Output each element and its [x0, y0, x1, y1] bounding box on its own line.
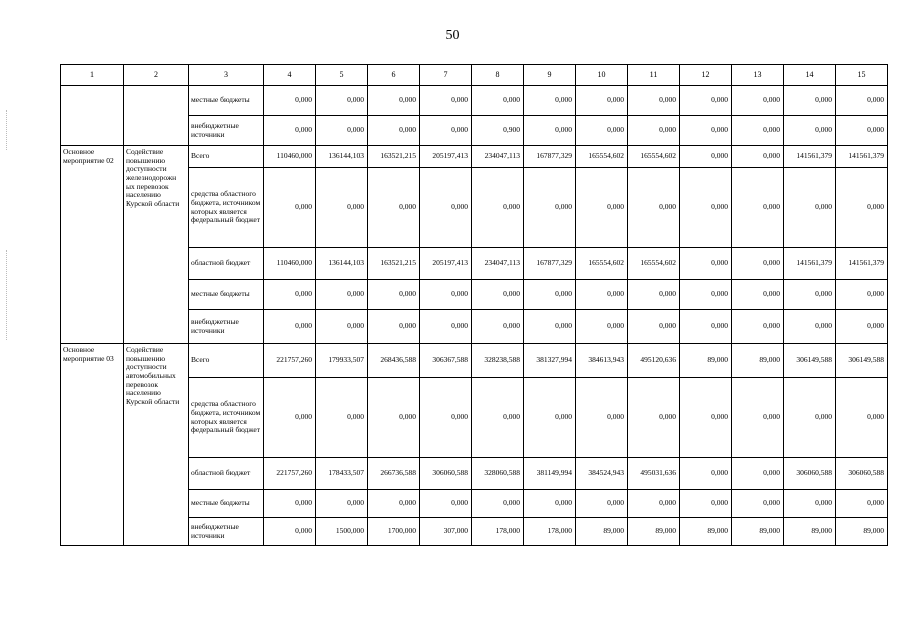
amount-cell: 0,000: [524, 378, 576, 458]
amount-cell: 0,000: [316, 280, 368, 310]
amount-cell: 0,000: [576, 280, 628, 310]
amount-cell: 0,000: [576, 310, 628, 344]
table-row: [61, 344, 888, 378]
amount-cell: 0,000: [420, 378, 472, 458]
amount-cell: 0,000: [784, 378, 836, 458]
amount-cell: 0,000: [316, 490, 368, 518]
amount-cell: 167877,329: [524, 146, 576, 168]
amount-cell: 0,000: [524, 116, 576, 146]
column-header: 2: [124, 65, 189, 86]
amount-cell: 0,000: [732, 280, 784, 310]
budget-table: [60, 64, 888, 546]
amount-cell: 0,000: [264, 378, 316, 458]
amount-cell: 306060,588: [784, 458, 836, 490]
amount-cell: 0,000: [732, 86, 784, 116]
amount-cell: 0,000: [472, 280, 524, 310]
amount-cell: 306367,588: [420, 344, 472, 378]
amount-cell: 0,000: [316, 168, 368, 248]
amount-cell: 0,000: [576, 86, 628, 116]
amount-cell: 0,000: [368, 378, 420, 458]
amount-cell: 384613,943: [576, 344, 628, 378]
amount-cell: 0,000: [576, 490, 628, 518]
amount-cell: 1500,000: [316, 518, 368, 546]
amount-cell: 234047,113: [472, 248, 524, 280]
amount-cell: 141561,379: [836, 248, 888, 280]
funding-source: Всего: [189, 344, 264, 378]
amount-cell: 0,000: [836, 310, 888, 344]
funding-source: Всего: [189, 146, 264, 168]
amount-cell: 0,000: [836, 86, 888, 116]
amount-cell: 0,000: [680, 146, 732, 168]
event-description: [124, 86, 189, 146]
amount-cell: 205197,413: [420, 248, 472, 280]
amount-cell: 0,000: [628, 86, 680, 116]
amount-cell: 178,000: [472, 518, 524, 546]
funding-source: внебюджетные источники: [189, 310, 264, 344]
amount-cell: 141561,379: [784, 146, 836, 168]
amount-cell: 0,000: [628, 280, 680, 310]
amount-cell: 0,000: [576, 378, 628, 458]
event-name: Основное мероприятие 03: [61, 344, 124, 546]
amount-cell: 0,000: [420, 280, 472, 310]
amount-cell: 0,000: [628, 116, 680, 146]
amount-cell: 0,000: [472, 168, 524, 248]
amount-cell: 178,000: [524, 518, 576, 546]
amount-cell: 0,000: [264, 86, 316, 116]
amount-cell: 234047,113: [472, 146, 524, 168]
amount-cell: 0,000: [784, 86, 836, 116]
amount-cell: 0,000: [576, 116, 628, 146]
amount-cell: 0,000: [524, 168, 576, 248]
amount-cell: 306149,588: [784, 344, 836, 378]
amount-cell: 110460,000: [264, 146, 316, 168]
amount-cell: 0,000: [680, 116, 732, 146]
amount-cell: 89,000: [836, 518, 888, 546]
funding-source: местные бюджеты: [189, 280, 264, 310]
funding-source: областной бюджет: [189, 248, 264, 280]
amount-cell: 165554,602: [628, 248, 680, 280]
amount-cell: 163521,215: [368, 248, 420, 280]
column-header: 3: [189, 65, 264, 86]
amount-cell: 205197,413: [420, 146, 472, 168]
amount-cell: 0,000: [420, 168, 472, 248]
amount-cell: 0,000: [420, 86, 472, 116]
amount-cell: 307,000: [420, 518, 472, 546]
amount-cell: 266736,588: [368, 458, 420, 490]
amount-cell: 0,000: [316, 378, 368, 458]
margin-mark: [6, 110, 9, 150]
event-name: [61, 86, 124, 146]
amount-cell: 328238,588: [472, 344, 524, 378]
amount-cell: 0,000: [836, 116, 888, 146]
amount-cell: 381327,994: [524, 344, 576, 378]
amount-cell: 0,000: [368, 168, 420, 248]
amount-cell: 141561,379: [836, 146, 888, 168]
column-header: 6: [368, 65, 420, 86]
amount-cell: 495120,636: [628, 344, 680, 378]
amount-cell: 0,000: [628, 168, 680, 248]
amount-cell: 0,000: [264, 490, 316, 518]
amount-cell: 221757,260: [264, 458, 316, 490]
column-header: 14: [784, 65, 836, 86]
funding-source: внебюджетные источники: [189, 116, 264, 146]
amount-cell: 0,000: [732, 146, 784, 168]
amount-cell: 1700,000: [368, 518, 420, 546]
funding-source: средства областного бюджета, источником которых является федеральный бюджет: [189, 168, 264, 248]
funding-source: средства областного бюджета, источником которых является федеральный бюджет: [189, 378, 264, 458]
amount-cell: 0,000: [264, 168, 316, 248]
amount-cell: 0,000: [680, 490, 732, 518]
column-header: 5: [316, 65, 368, 86]
amount-cell: 381149,994: [524, 458, 576, 490]
margin-mark: [6, 250, 9, 340]
amount-cell: 0,000: [264, 518, 316, 546]
amount-cell: 0,000: [368, 86, 420, 116]
event-description: Содействие повышению доступности автомобильных перевозок населению Курской области: [124, 344, 189, 546]
column-header: 12: [680, 65, 732, 86]
amount-cell: 0,000: [368, 116, 420, 146]
amount-cell: 0,000: [420, 310, 472, 344]
amount-cell: 0,000: [732, 248, 784, 280]
amount-cell: 0,000: [524, 310, 576, 344]
amount-cell: 0,000: [576, 168, 628, 248]
amount-cell: 0,000: [264, 116, 316, 146]
funding-source: местные бюджеты: [189, 490, 264, 518]
column-header: 9: [524, 65, 576, 86]
amount-cell: 0,000: [420, 116, 472, 146]
amount-cell: 0,000: [628, 310, 680, 344]
amount-cell: 0,000: [472, 378, 524, 458]
amount-cell: 0,000: [836, 168, 888, 248]
amount-cell: 0,000: [784, 280, 836, 310]
amount-cell: 0,000: [680, 168, 732, 248]
amount-cell: 0,000: [524, 86, 576, 116]
table-row: [61, 86, 888, 116]
amount-cell: 0,000: [732, 378, 784, 458]
amount-cell: 495031,636: [628, 458, 680, 490]
amount-cell: 0,000: [628, 378, 680, 458]
amount-cell: 89,000: [680, 344, 732, 378]
amount-cell: 0,000: [472, 86, 524, 116]
amount-cell: 89,000: [732, 344, 784, 378]
amount-cell: 0,000: [836, 490, 888, 518]
amount-cell: 0,000: [784, 168, 836, 248]
amount-cell: 0,000: [524, 490, 576, 518]
amount-cell: 268436,588: [368, 344, 420, 378]
amount-cell: 0,000: [368, 310, 420, 344]
amount-cell: 0,000: [472, 310, 524, 344]
amount-cell: 0,000: [784, 310, 836, 344]
amount-cell: 0,000: [628, 490, 680, 518]
amount-cell: 0,000: [524, 280, 576, 310]
amount-cell: 89,000: [576, 518, 628, 546]
funding-source: внебюджетные источники: [189, 518, 264, 546]
funding-source: областной бюджет: [189, 458, 264, 490]
amount-cell: 136144,103: [316, 146, 368, 168]
amount-cell: 165554,602: [628, 146, 680, 168]
amount-cell: 0,000: [368, 490, 420, 518]
event-description: Содействие повышению доступности железнодорожн ых перевозок населению Курской области: [124, 146, 189, 344]
amount-cell: 110460,000: [264, 248, 316, 280]
amount-cell: 0,000: [732, 458, 784, 490]
amount-cell: 167877,329: [524, 248, 576, 280]
amount-cell: 0,000: [680, 310, 732, 344]
amount-cell: 306060,588: [420, 458, 472, 490]
amount-cell: 0,000: [680, 86, 732, 116]
column-header: 15: [836, 65, 888, 86]
amount-cell: 221757,260: [264, 344, 316, 378]
amount-cell: 0,000: [368, 280, 420, 310]
amount-cell: 0,000: [680, 248, 732, 280]
column-header: 8: [472, 65, 524, 86]
amount-cell: 0,900: [472, 116, 524, 146]
amount-cell: 0,000: [680, 458, 732, 490]
amount-cell: 89,000: [628, 518, 680, 546]
amount-cell: 0,000: [732, 168, 784, 248]
column-header: 7: [420, 65, 472, 86]
event-name: Основное мероприятие 02: [61, 146, 124, 344]
amount-cell: 384524,943: [576, 458, 628, 490]
column-header: 10: [576, 65, 628, 86]
amount-cell: 165554,602: [576, 248, 628, 280]
column-header: 4: [264, 65, 316, 86]
amount-cell: 0,000: [784, 490, 836, 518]
column-header: 13: [732, 65, 784, 86]
amount-cell: 141561,379: [784, 248, 836, 280]
amount-cell: 0,000: [680, 378, 732, 458]
table-row: [61, 146, 888, 168]
amount-cell: 163521,215: [368, 146, 420, 168]
amount-cell: 89,000: [680, 518, 732, 546]
amount-cell: 0,000: [732, 310, 784, 344]
amount-cell: 0,000: [836, 378, 888, 458]
amount-cell: 0,000: [784, 116, 836, 146]
amount-cell: 0,000: [836, 280, 888, 310]
amount-cell: 0,000: [732, 116, 784, 146]
amount-cell: 178433,507: [316, 458, 368, 490]
amount-cell: 89,000: [784, 518, 836, 546]
amount-cell: 89,000: [732, 518, 784, 546]
amount-cell: 179933,507: [316, 344, 368, 378]
amount-cell: 0,000: [316, 86, 368, 116]
amount-cell: 0,000: [680, 280, 732, 310]
amount-cell: 306060,588: [836, 458, 888, 490]
amount-cell: 0,000: [472, 490, 524, 518]
amount-cell: 0,000: [264, 310, 316, 344]
amount-cell: 328060,588: [472, 458, 524, 490]
amount-cell: 165554,602: [576, 146, 628, 168]
amount-cell: 0,000: [264, 280, 316, 310]
amount-cell: 0,000: [732, 490, 784, 518]
amount-cell: 306149,588: [836, 344, 888, 378]
amount-cell: 0,000: [316, 310, 368, 344]
page-number: 50: [445, 28, 460, 43]
funding-source: местные бюджеты: [189, 86, 264, 116]
header-row: [61, 65, 888, 86]
amount-cell: 0,000: [420, 490, 472, 518]
amount-cell: 0,000: [316, 116, 368, 146]
amount-cell: 136144,103: [316, 248, 368, 280]
column-header: 1: [61, 65, 124, 86]
column-header: 11: [628, 65, 680, 86]
